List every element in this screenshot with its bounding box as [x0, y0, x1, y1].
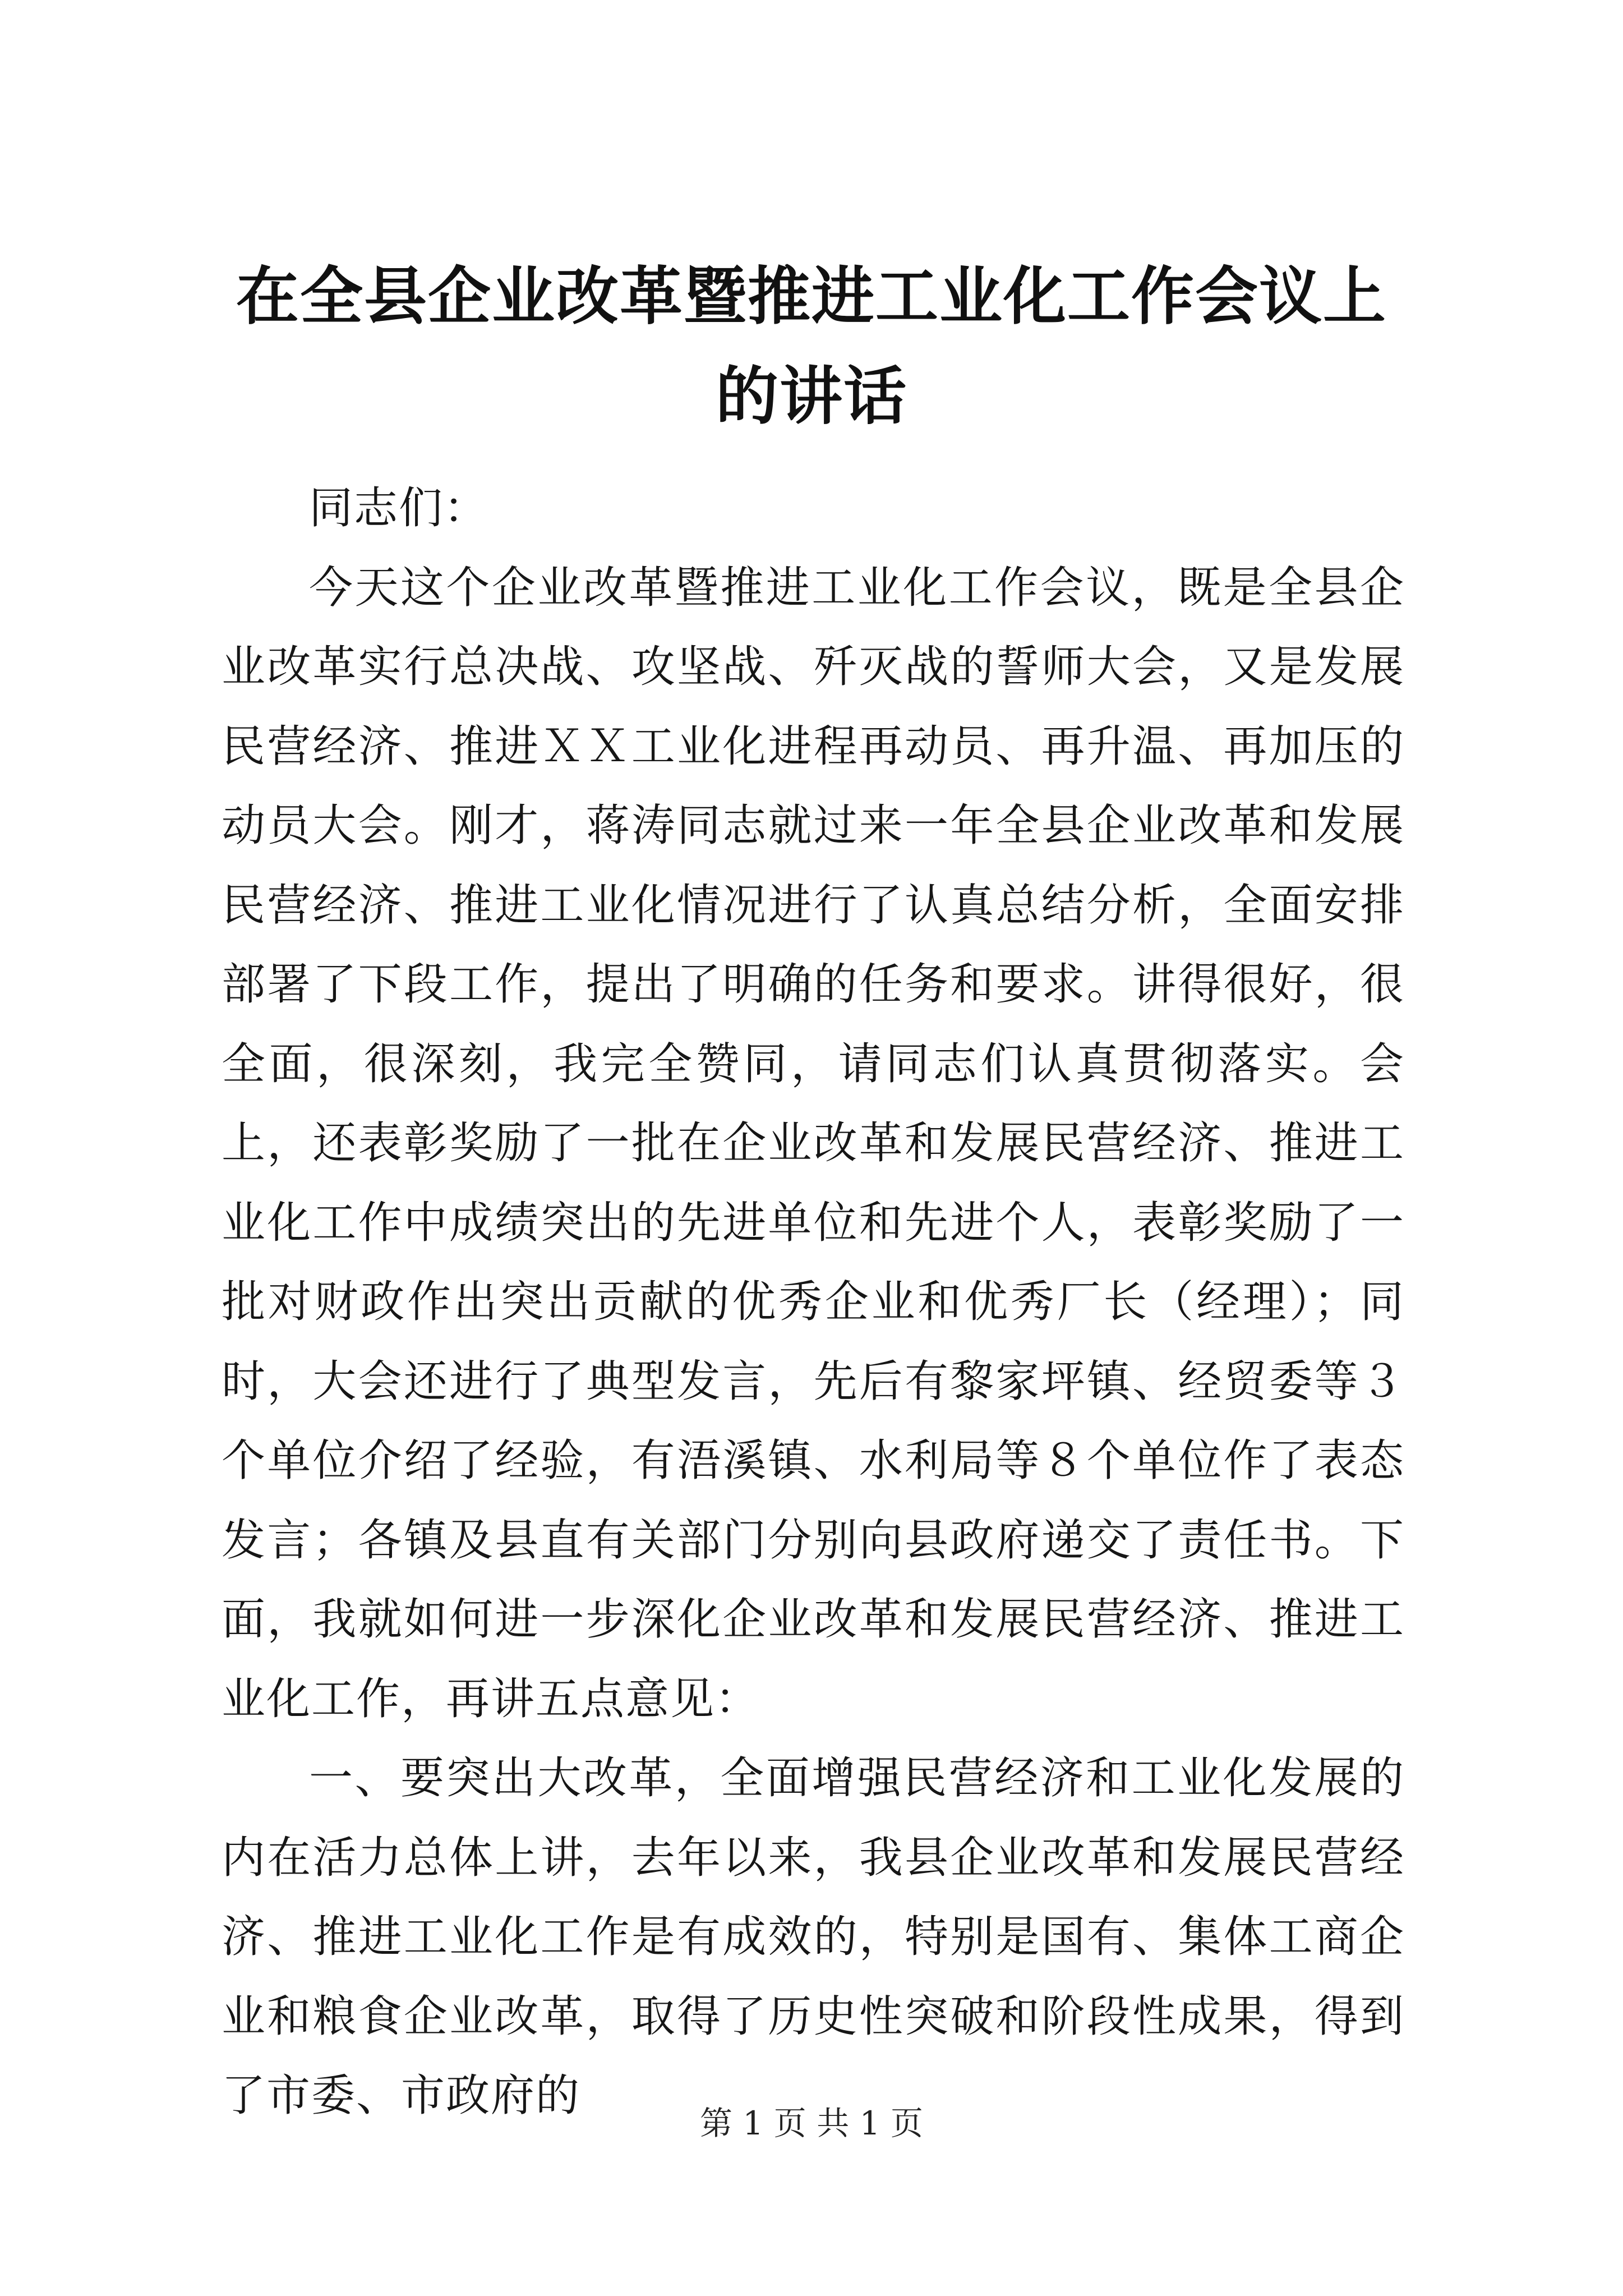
- paragraph-opening: 今天这个企业改革暨推进工业化工作会议，既是全县企业改革实行总决战、攻坚战、歼灭战的誓师大会，又是发展民营经济、推进ＸＸ工业化进程再动员、再升温、再加压的动员大会。刚才，蒋涛同志就过来一年全县企业改革和发展民营经济、推进工业化情况进行了认真总结分析，全面安排部署了下段工作，提出了明确的任务和要求。讲得很好，很全面，很深刻，我完全赞同，请同志们认真贯彻落实。会上，还表彰奖励了一批在企业改革和发展民营经济、推进工业化工作中成绩突出的先进单位和先进个人，表彰奖励了一批对财政作出突出贡献的优秀企业和优秀厂长（经理）；同时，大会还进行了典型发言，先后有黎家坪镇、经贸委等３个单位介绍了经验，有浯溪镇、水利局等８个单位作了表态发言；各镇及县直有关部门分别向县政府递交了责任书。下面，我就如何进一步深化企业改革和发展民营经济、推进工业化工作，再讲五点意见：: [222, 562, 1405, 1724]
- document-body: [222, 469, 1405, 2136]
- page-number: 第 1 页 共 1 页: [700, 2104, 923, 2142]
- document-title: 在全县企业改革暨推进工业化工作会议上的讲话: [236, 260, 1387, 433]
- page-footer: [0, 2101, 1623, 2146]
- paragraph-section-one: 一、要突出大改革，全面增强民营经济和工业化发展的内在活力总体上讲，去年以来，我县企业改革和发展民营经济、推进工业化工作是有成效的，特别是国有、集体工商企业和粮食企业改革，取得了历史性突破和阶段性成果，得到了市委、市政府的: [222, 1753, 1405, 2121]
- salutation: 同志们：: [309, 483, 489, 533]
